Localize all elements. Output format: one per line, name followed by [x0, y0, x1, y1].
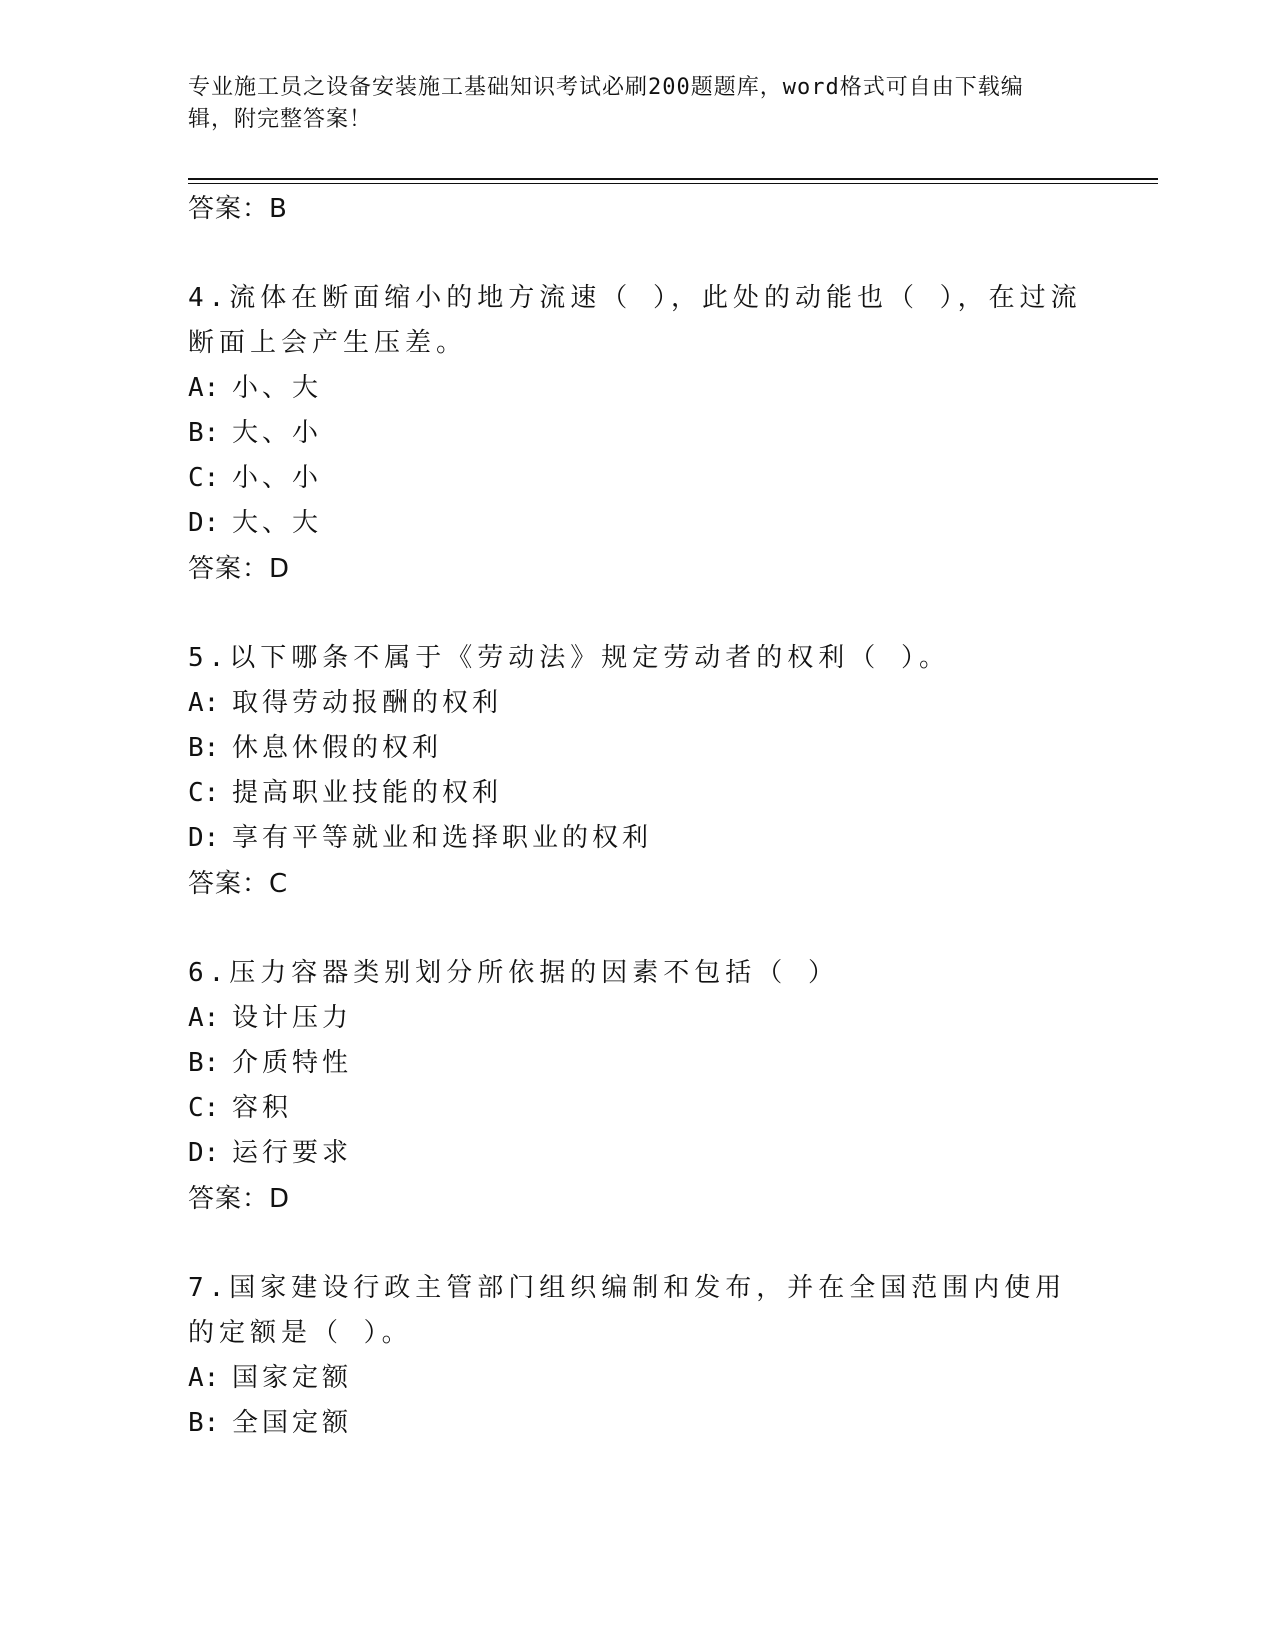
option-c [188, 1086, 1088, 1131]
option-text: 全国定额 [232, 1408, 353, 1438]
answer-q4: 答案：D [188, 554, 291, 584]
option-letter: A: [188, 1363, 220, 1393]
option-text: 大、大 [232, 508, 323, 538]
question-stem: 7.国家建设行政主管部门组织编制和发布，并在全国范围内使用的定额是（ ）。 [188, 1273, 1067, 1348]
answer-q6: 答案：D [188, 1184, 291, 1214]
option-b [188, 1401, 1088, 1446]
header-rule-thick [188, 178, 1158, 180]
option-letter: B: [188, 418, 220, 448]
option-text: 国家定额 [232, 1363, 353, 1393]
option-letter: B: [188, 733, 220, 763]
option-d [188, 1131, 1088, 1176]
option-b [188, 411, 1088, 456]
option-text: 容积 [232, 1093, 293, 1123]
page-header: 专业施工员之设备安装施工基础知识考试必刷200题题库，word格式可自由下载编辑，附完整答案！ [188, 75, 1024, 132]
option-text: 小、小 [232, 463, 323, 493]
option-d [188, 501, 1088, 546]
option-letter: B: [188, 1408, 220, 1438]
option-text: 享有平等就业和选择职业的权利 [232, 823, 653, 853]
option-a [188, 681, 1088, 726]
question-5 [188, 636, 1088, 907]
option-letter: A: [188, 688, 220, 718]
option-letter: D: [188, 823, 220, 853]
option-letter: B: [188, 1048, 220, 1078]
option-text: 休息休假的权利 [232, 733, 443, 763]
option-c [188, 456, 1088, 501]
option-letter: D: [188, 1138, 220, 1168]
option-text: 提高职业技能的权利 [232, 778, 503, 808]
option-text: 运行要求 [232, 1138, 353, 1168]
option-text: 设计压力 [232, 1003, 353, 1033]
question-stem: 6.压力容器类别划分所依据的因素不包括（ ） [188, 958, 839, 988]
option-letter: C: [188, 463, 220, 493]
question-stem: 5.以下哪条不属于《劳动法》规定劳动者的权利（ ）。 [188, 643, 950, 673]
option-text: 大、小 [232, 418, 323, 448]
header-rule-thin [188, 183, 1158, 184]
question-7 [188, 1266, 1088, 1446]
document-body [188, 186, 1088, 1446]
option-d [188, 816, 1088, 861]
option-c [188, 771, 1088, 816]
answer-q3: 答案：B [188, 194, 288, 224]
option-a [188, 1356, 1088, 1401]
question-stem: 4.流体在断面缩小的地方流速（ ），此处的动能也（ ），在过流断面上会产生压差。 [188, 283, 1082, 358]
option-b [188, 1041, 1088, 1086]
option-letter: A: [188, 1003, 220, 1033]
option-b [188, 726, 1088, 771]
option-text: 取得劳动报酬的权利 [232, 688, 503, 718]
option-text: 小、大 [232, 373, 323, 403]
option-letter: A: [188, 373, 220, 403]
answer-q5: 答案：C [188, 869, 289, 899]
option-letter: D: [188, 508, 220, 538]
option-a [188, 366, 1088, 411]
question-4 [188, 276, 1088, 592]
option-letter: C: [188, 778, 220, 808]
option-text: 介质特性 [232, 1048, 353, 1078]
option-a [188, 996, 1088, 1041]
question-6 [188, 951, 1088, 1222]
option-letter: C: [188, 1093, 220, 1123]
